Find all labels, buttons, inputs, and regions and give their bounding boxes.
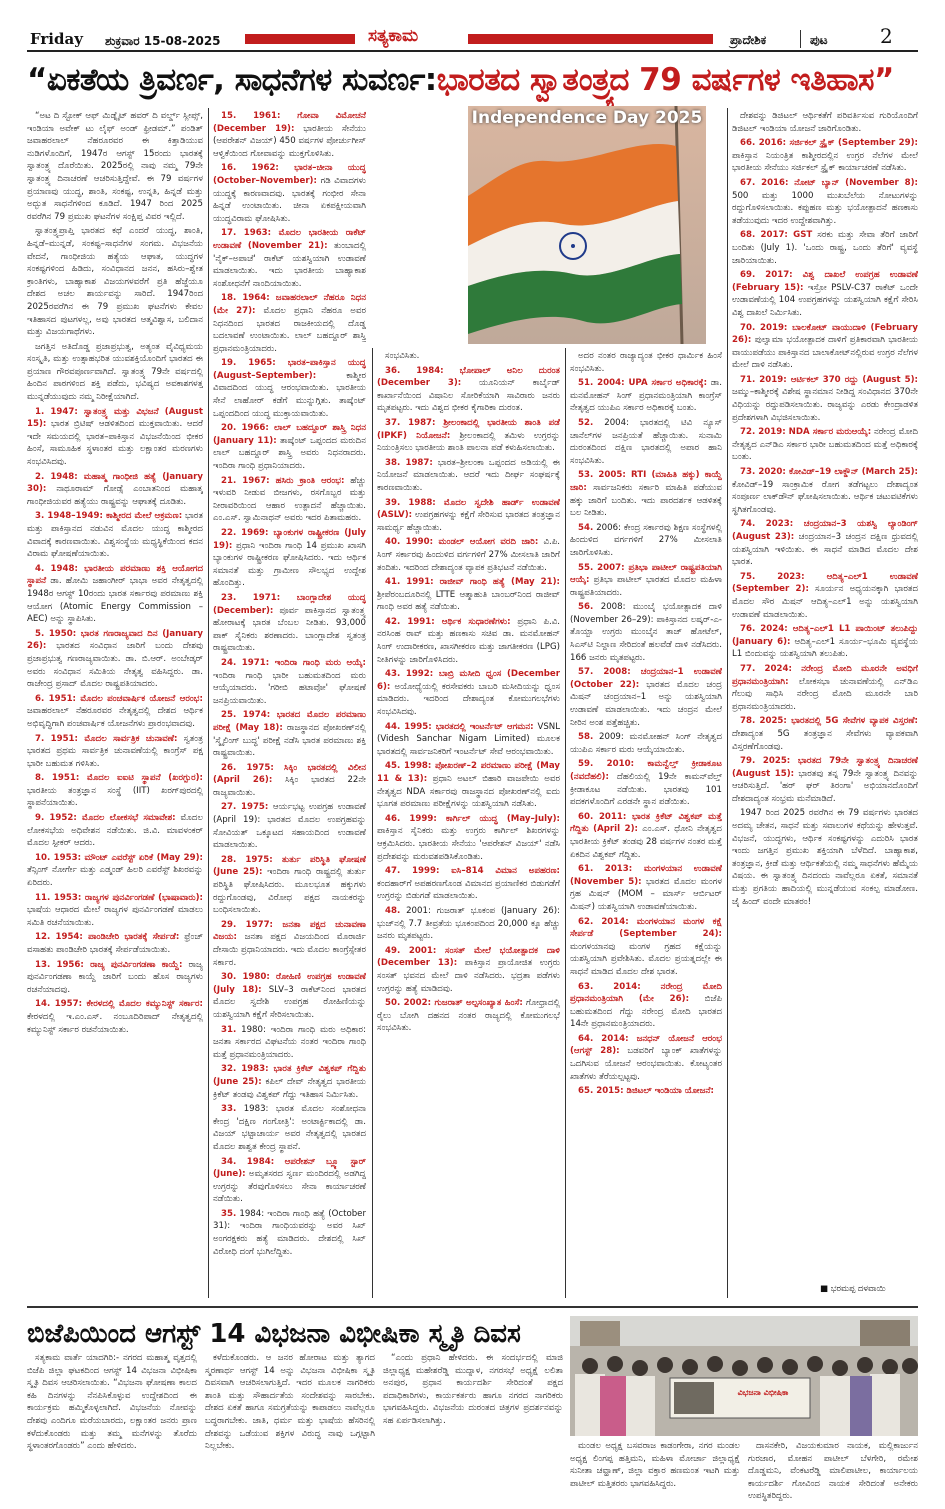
entry-heading: 65. 2015: ಡಿಜಿಟಲ್ ಇಂಡಿಯಾ ಯೋಜನೆ: [578,1086,714,1097]
article-entry [213,592,366,655]
article-entry [570,469,722,519]
entry-text: ಡಾ. ಹೋಮಿ ಜಹಾಂಗೀರ್ ಭಾಭಾ ಅವರ ನೇತೃತ್ವದಲ್ಲಿ 1948ರ ಆಗಸ್ಟ್ 10ರಂದು ಭಾರತ ಸರ್ಕಾರವು ಪರಮಾಣು ಶಕ್ತಿ ಆಯೋಗ (Atomic Energy Commission – AEC) ಅನ್ನು ಸ್ಥಾಪಿಸಿತು. [27,576,203,625]
article-entry [213,709,366,759]
article-entry [377,616,560,666]
main-headline [27,56,917,104]
entry-text: 2004: ಭಾರತದಲ್ಲಿ ಟಿವಿ ನ್ಯೂಸ್ ಚಾನೆಲ್‌ಗಳ ಜನಪ್ರಿಯತೆ ಹೆಚ್ಚಾಯಿತು. ಸುನಾಮಿ ದುರಂತದಿಂದ ದಕ್ಷಿಣ ಭಾರತದಲ್ಲಿ ಅಪಾರ ಹಾನಿ ಸಂಭವಿಸಿತು. [570,417,722,466]
entry-heading: 22. 1969: ಬ್ಯಾಂಕುಗಳ ರಾಷ್ಟ್ರೀಕರಣ (July 19): [213,528,366,551]
entry-text: ಶ್ರೀಪೆರಂಬದೂರಿನಲ್ಲಿ LTTE ಆತ್ಮಾಹುತಿ ಬಾಂಬರ್‌ನಿಂದ ರಾಜೀವ್ ಗಾಂಧಿ ಅವರ ಹತ್ಯೆ ನಡೆಯಿತು. [377,589,560,613]
entry-text: ಚಂದ್ರಯಾನ–3 ಚಂದ್ರನ ದಕ್ಷಿಣ ಧ್ರುವದಲ್ಲಿ ಯಶಸ್ವಿಯಾಗಿ ಇಳಿಯಿತು. ಈ ಸಾಧನೆ ಮಾಡಿದ ಮೊದಲ ದೇಶ ಭಾರತ. [732,532,918,568]
entry-text: ಸರಕು ಮತ್ತು ಸೇವಾ ತೆರಿಗೆ ಜಾರಿಗೆ ಬಂದಿತು (July 1). 'ಒಂದು ರಾಷ್ಟ್ರ, ಒಂದು ತೆರಿಗೆ' ವ್ಯವಸ್ಥೆ ಜಾರಿಯಾಯಿತು. [732,230,918,266]
entry-text: ಕಂದಹಾರ್‌ಗೆ ಅಪಹರಣಗೊಂಡ ವಿಮಾನದ ಪ್ರಯಾಣಿಕರ ಬಿಡುಗಡೆಗೆ ಉಗ್ರರನ್ನು ಬಿಡುಗಡೆ ಮಾಡಲಾಯಿತು. [377,878,560,902]
article-entry [377,417,560,455]
entry-text: ಭಾರತ–ಶ್ರೀಲಂಕಾ ಒಪ್ಪಂದದ ಅಡಿಯಲ್ಲಿ ಈ ನಿಯೋಜನೆ ಮಾಡಲಾಯಿತು. ಆದರೆ ಇದು ದೀರ್ಘ ಸಂಘರ್ಷಕ್ಕೆ ಕಾರಣವಾಯಿತು. [377,457,560,493]
article-entry [213,657,366,707]
entry-heading: 50. 2002: ಗುಜರಾತ್ ಅಲ್ಪಸಂಖ್ಯಾತ ಹಿಂಸೆ: [385,998,523,1009]
article-entry [570,666,722,729]
article-entry [570,1033,722,1083]
entry-text: ಸ್ವಾತಂತ್ರ್ಯಪ್ರಾಪ್ತಿ ಭಾರತದ ಕಥೆ ಎಂದರೆ ಯುದ್ಧ, ಶಾಂತಿ, ಹಿನ್ನಡೆ–ಮುನ್ನಡೆ, ಸಂಕಷ್ಟ–ಸಾಧನೆಗಳ ಸಂಗಮ. ವಿಭಜನೆಯ ವೇದನೆ, ಗಾಂಧೀಜಿಯ ಹತ್ಯೆಯ ಆಘಾತ, ಯುದ್ಧಗಳ ಸಂಕಷ್ಟಗಳಿಂದ ಹಿಡಿದು, ಸಂವಿಧಾನದ ಜನನ, ಹಸಿರು–ಶ್ವೇತ ಕ್ರಾಂತಿಗಳು, ಬಾಹ್ಯಾಕಾಶ ವಿಜಯಗಳವರೆಗೆ ಪ್ರತಿ ಹೆಜ್ಜೆಯೂ ದೇಶದ ಅಚಲ ಶಾರ್ಯವನ್ನು ಸಾರಿದೆ. 1947ರಿಂದ 2025ರವರೆಗಿನ ಈ 79 ಪ್ರಮುಖ ಘಟನೆಗಳು ಕೇವಲ ಇತಿಹಾಸದ ಪುಟಗಳಲ್ಲ, ಅವು ಭಾರತದ ಆತ್ಮವಿಶ್ವಾಸ, ಬಲಿದಾನ ಮತ್ತು ವಿಜಯಗಾಥೆಗಳು. [27,226,203,338]
entry-heading: 41. 1991: ರಾಜೀವ್ ಗಾಂಧಿ ಹತ್ಯೆ (May 21): [385,577,560,588]
entry-text: ಜಮ್ಮು–ಕಾಶ್ಮೀರಕ್ಕೆ ವಿಶೇಷ ಸ್ಥಾನಮಾನ ನೀಡಿದ್ದ ಸಂವಿಧಾನದ 370ನೇ ವಿಧಿಯನ್ನು ರದ್ದುಪಡಿಸಲಾಯಿತು. ರಾಜ್ಯವನ್ನು ಎರಡು ಕೇಂದ್ರಾಡಳಿತ ಪ್ರದೇಶಗಳಾಗಿ ವಿಭಜಿಸಲಾಯಿತು. [732,387,918,423]
entry-text: ಜನತಾ ಪಕ್ಷದ ವಿಜಯದಿಂದ ಮೊರಾರ್ಜಿ ದೇಸಾಯಿ ಪ್ರಧಾನಿಯಾದರು. ಇದು ಮೊದಲ ಕಾಂಗ್ರೆಸ್ಸೇತರ ಸರ್ಕಾರ. [213,932,366,968]
entry-text: ಪ್ರಧಾನಿ ಇಂದಿರಾ ಗಾಂಧಿ 14 ಪ್ರಮುಖ ಖಾಸಗಿ ಬ್ಯಾಂಕುಗಳ ರಾಷ್ಟ್ರೀಕರಣ ಘೋಷಿಸಿದರು. ಇದು ಆರ್ಥಿಕ ಸಮಾನತೆ ಮತ್ತು ಗ್ರಾಮೀಣ ಸೌಲಭ್ಯದ ಉದ್ದೇಶ ಹೊಂದಿತ್ತು. [213,540,366,589]
entry-heading: 26. 1975: ಸಿಕ್ಕಿಂ ಭಾರತದಲ್ಲಿ ವಿಲೀನ (April 26): [213,762,366,786]
entry-text: ತಾಷ್ಕೆಂಟ್ ಒಪ್ಪಂದದ ಮರುದಿನ ಲಾಲ್ ಬಹದ್ದೂರ್ ಶಾಸ್ತ್ರಿ ಅವರು ನಿಧನರಾದರು. ಇಂದಿರಾ ಗಾಂಧಿ ಪ್ರಧಾನಿಯಾದರು. [213,435,366,472]
article-entry [213,1063,366,1101]
entry-heading: 10. 1953: ಮೌಂಟ್ ಎವರೆಸ್ಟ್ ಏರಿಕೆ (May 29): [35,852,203,863]
article-column-1 [27,110,203,1300]
entry-heading: 78. 2025: ಭಾರತದಲ್ಲಿ 5G ಸೇವೆಗಳ ವ್ಯಾಪಕ ವಿಸ್ತರಣೆ: [740,716,918,727]
article-entry [732,426,918,464]
entry-text: ಭಾರತ ಬ್ರಿಟಿಷ್ ಆಡಳಿತದಿಂದ ಮುಕ್ತವಾಯಿತು. ಆದರೆ ಇದೇ ಸಮಯದಲ್ಲಿ ಭಾರತ–ಪಾಕಿಸ್ತಾನ ವಿಭಜನೆಯಿಂದ ಭೀಕರ ಹಿಂಸೆ, ಸಾಮೂಹಿಕ ಸ್ಥಳಾಂತರ ಮತ್ತು ಲಕ್ಷಾಂತರ ಮರಣಗಳು ಸಂಭವಿಸಿದವು. [27,419,203,468]
article-entry [27,406,203,469]
entry-text: ದೆಹಲಿಯಲ್ಲಿ 19ನೇ ಕಾಮನ್‌ವೆಲ್ತ್ ಕ್ರೀಡಾಕೂಟ ನಡೆಯಿತು. ಭಾರತವು 101 ಪದಕಗಳೊಂದಿಗೆ ಎರಡನೇ ಸ್ಥಾನ ಪಡೆಯಿತು. [570,772,722,808]
entry-text: ಇಸ್ರೋ PSLV-C37 ರಾಕೆಟ್ ಒಂದೇ ಉಡಾವಣೆಯಲ್ಲಿ 104 ಉಪಗ್ರಹಗಳನ್ನು ಯಶಸ್ವಿಯಾಗಿ ಕಕ್ಷೆಗೆ ಸೇರಿಸಿ ವಿಶ್ವ ದಾಖಲೆ ನಿರ್ಮಿಸಿತು. [732,282,918,318]
article-entry [213,1103,366,1153]
article-entry [27,892,203,930]
entry-text: ಆದಿತ್ಯ–ಎಲ್1 ಸೂರ್ಯ–ಭೂಮಿ ವ್ಯವಸ್ಥೆಯ L1 ಬಿಂದುವನ್ನು ಯಶಸ್ವಿಯಾಗಿ ತಲುಪಿತು. [732,636,918,660]
article-entry [213,110,366,160]
entry-text: ಪಾಕಿಸ್ತಾನ ಪ್ರಾಯೋಜಿತ ಉಗ್ರರು ಸಂಸತ್ ಭವನದ ಮೇಲೆ ದಾಳಿ ನಡೆಸಿದರು. ಭದ್ರತಾ ಪಡೆಗಳು ಉಗ್ರರನ್ನು ಹತ್ಯೆ ಮಾಡಿದವು. [377,958,560,994]
entry-text: ಭಾರತವು ತನ್ನ 79ನೇ ಸ್ವಾತಂತ್ರ್ಯ ದಿನವನ್ನು ಆಚರಿಸುತ್ತಿದೆ. 'ಹರ್ ಘರ್ ತಿರಂಗಾ' ಅಭಿಯಾನದೊಂದಿಗೆ ದೇಶದಾದ್ಯಂತ ಸಂಭ್ರಮ ಮನೆಮಾಡಿದೆ. [732,768,918,804]
entry-heading: 33. [221,1104,237,1115]
entry-heading: 52. [578,417,594,428]
entry-text: ಡಾ. ಮನಮೋಹನ್ ಸಿಂಗ್ ಪ್ರಧಾನಮಂತ್ರಿಯಾಗಿ ಕಾಂಗ್ರೆಸ್ ನೇತೃತ್ವದ ಯುಪಿಎ ಸರ್ಕಾರ ಅಧಿಕಾರಕ್ಕೆ ಬಂತು. [570,378,722,414]
article-entry [570,731,722,756]
entry-text: ಪ್ರಧಾನಿ ಅಟಲ್ ಬಿಹಾರಿ ವಾಜಪೇಯಿ ಅವರ ನೇತೃತ್ವದ NDA ಸರ್ಕಾರವು ರಾಜಸ್ಥಾನದ ಪೋಖರಣ್‌ನಲ್ಲಿ ಐದು ಭೂಗತ ಪರಮಾಣು ಪರೀಕ್ಷೆಗಳನ್ನು ಯಶಸ್ವಿಯಾಗಿ ನಡೆಸಿತು. [377,774,560,810]
entry-heading: 28. 1975: ತುರ್ತು ಪರಿಸ್ಥಿತಿ ಘೋಷಣೆ (June 25): [213,854,366,878]
entry-text: ಪ್ರಧಾನಿ ಪಿ.ವಿ. ನರಸಿಂಹ ರಾವ್ ಮತ್ತು ಹಣಕಾಸು ಸಚಿವ ಡಾ. ಮನಮೋಹನ್ ಸಿಂಗ್ ಉದಾರೀಕರಣ, ಖಾಸಗೀಕರಣ ಮತ್ತು ಜಾಗತೀಕರಣ (LPG) ನೀತಿಗಳನ್ನು ಜಾರಿಗೊಳಿಸಿದರು. [377,616,560,665]
article-entry [732,571,918,621]
entry-heading: 79. 2025: ಭಾರತದ 79ನೇ ಸ್ವಾತಂತ್ರ್ಯ ದಿನಾಚರಣೆ (August 15): [732,756,918,779]
article-entry [213,971,366,1021]
article-entry [27,812,203,850]
article-entry [213,919,366,969]
entry-text: ಕಪಿಲ್ ದೇವ್ ನೇತೃತ್ವದ ಭಾರತೀಯ ಕ್ರಿಕೆಟ್ ತಂಡವು ವಿಶ್ವಕಪ್ ಗೆದ್ದು ಇತಿಹಾಸ ನಿರ್ಮಿಸಿತು. [213,1076,366,1100]
entry-text: 2001: ಗುಜರಾತ್ ಭೂಕಂಪ (January 26): ಭುಜ್‌ನಲ್ಲಿ 7.7 ತೀವ್ರತೆಯ ಭೂಕಂಪದಿಂದ 20,000 ಕ್ಕೂ ಹೆಚ್ಚು ಜನರು ಮೃತಪಟ್ಟರು. [377,905,560,942]
entry-heading: 40. 1990: ಮಂಡಲ್ ಆಯೋಗ ವರದಿ ಜಾರಿ: [385,537,539,548]
entry-heading: 68. 2017: GST [740,230,813,241]
article-entry [213,162,366,225]
article-entry [27,225,203,338]
entry-heading: 46. 1999: ಕಾರ್ಗಿಲ್ ಯುದ್ಧ (May–July): [385,813,560,824]
bottom-paragraph: ಸತ್ಯಕಾಮ ವಾರ್ತೆ ಯಾದಗಿರಿ:- ನಗರದ ಮಹಾತ್ಮ ವೃತ್ತದಲ್ಲಿ ಬಿಜೆಪಿ ಜಿಲ್ಲಾ ಘಟಕದಿಂದ ಆಗಸ್ಟ್ 14 ವಿಭಜನಾ ವಿಭೀಷಿಕಾ ಸ್ಮೃತಿ ದಿವಸ ಆಚರಿಸಲಾಯಿತು. “ವಿಭಜನಾ ಘೋಷಣಾ ಕಾಲದ ಕಹಿ ದಿನಗಳನ್ನು ನೆನಪಿಸಿಕೊಳ್ಳುವ ಉದ್ದೇಶದಿಂದ ಈ ಕಾರ್ಯಕ್ರಮ ಹಮ್ಮಿಕೊಳ್ಳಲಾಗಿದೆ. ವಿಭಜನೆಯ ನೋವನ್ನು ದೇಶವು ಎಂದಿಗೂ ಮರೆಯಬಾರದು, ಲಕ್ಷಾಂತರ ಜನರು ಪ್ರಾಣ ಕಳೆದುಕೊಂಡರು ಮತ್ತು ತಮ್ಮ ಮನೆಗಳನ್ನು ತೊರೆದು ಸ್ಥಳಾಂತರಗೊಂಡರು” ಎಂದು ಹೇಳಿದರು. [27,1353,197,1452]
entry-text: ಉಪಗ್ರಹಗಳನ್ನು ಕಕ್ಷೆಗೆ ಸೇರಿಸುವ ಭಾರತದ ತಂತ್ರಜ್ಞಾನ ಸಾಮರ್ಥ್ಯ ಹೆಚ್ಚಾಯಿತು. [377,510,560,533]
entry-text: ಭಾರತೀಯ ತಂತ್ರಜ್ಞಾನ ಸಂಸ್ಥೆ (IIT) ಖರಗ್‌ಪುರದಲ್ಲಿ ಸ್ಥಾಪನೆಯಾಯಿತು. [27,785,203,809]
article-entry [27,772,203,810]
bottom-paragraph: ಕಳೆದುಕೊಂಡರು. ಆ ಜನರ ಹೋರಾಟ ಮತ್ತು ತ್ಯಾಗದ ಸ್ಮರಣಾರ್ಥ ಆಗಸ್ಟ್ 14 ಅನ್ನು ವಿಭಜನಾ ವಿಭೀಷಿಕಾ ಸ್ಮೃತಿ ದಿವಸವಾಗಿ ಆಚರಿಸಲಾಗುತ್ತಿದೆ. ಇದರ ಮೂಲಕ ನಾಗರಿಕರು ಶಾಂತಿ ಮತ್ತು ಸೌಹಾರ್ದತೆಯ ಸಂದೇಶವನ್ನು ಸಾರಬೇಕು. ದೇಶದ ಏಕತೆ ಹಾಗೂ ಸಮಗ್ರತೆಯನ್ನು ಕಾಪಾಡಲು ನಾವೆಲ್ಲರೂ ಬದ್ಧರಾಗಬೇಕು. ಜಾತಿ, ಧರ್ಮ ಮತ್ತು ಭಾಷೆಯ ಹೆಸರಿನಲ್ಲಿ ದೇಶವನ್ನು ಒಡೆಯುವ ಶಕ್ತಿಗಳ ವಿರುದ್ಧ ನಾವು ಒಗ್ಗಟ್ಟಾಗಿ ನಿಲ್ಲಬೇಕು. [205,1353,375,1452]
entry-heading: 70. 2019: ಬಾಲಕೋಟ್ ವಾಯುದಾಳಿ (February 26): [732,322,918,346]
entry-text: ಶ್ರೀಲಂಕಾದಲ್ಲಿ ತಮಿಳು ಉಗ್ರರನ್ನು ನಿಯಂತ್ರಿಸಲು ಭಾರತೀಯ ಶಾಂತಿ ಪಾಲನಾ ಪಡೆ ಕಳುಹಿಸಲಾಯಿತು. [377,430,560,454]
column-divider [208,108,209,1298]
entry-text: ಮಂಗಳಯಾನವು ಮಂಗಳ ಗ್ರಹದ ಕಕ್ಷೆಯನ್ನು ಯಶಸ್ವಿಯಾಗಿ ಪ್ರವೇಶಿಸಿತು. ಮೊದಲ ಪ್ರಯತ್ನದಲ್ಲೇ ಈ ಸಾಧನೆ ಮಾಡಿದ ಮೊದಲ ದೇಶ ಭಾರತ. [570,941,722,977]
entry-heading: 45. 1998: ಪೋಖರಣ್–2 ಪರಮಾಣು ಪರೀಕ್ಷೆ (May 11 & 13): [377,761,560,784]
entry-heading: 76. 2024: ಆದಿತ್ಯ–ಎಲ್1 L1 ಪಾಯಿಂಟ್ ತಲುಪಿದ್ದು (January 6): [732,624,918,647]
entry-text: ಸ್ವತಂತ್ರ ಭಾರತದ ಪ್ರಥಮ ಸಾರ್ವತ್ರಿಕ ಚುನಾವಣೆಯಲ್ಲಿ ಕಾಂಗ್ರೆಸ್ ಪಕ್ಷ ಭಾರೀ ಬಹುಮತ ಗಳಿಸಿತು. [27,733,203,769]
article-entry [213,227,366,290]
entry-heading: 19. 1965: ಭಾರತ–ಪಾಕಿಸ್ತಾನ ಯುದ್ಧ (August–September): [213,358,366,381]
entry-heading: 77. 2024: ನರೇಂದ್ರ ಮೋದಿ ಮೂರನೇ ಅವಧಿಗೆ ಪ್ರಧಾನಮಂತ್ರಿಯಾಗಿ: [732,663,918,687]
entry-heading: 29. 1977: ಜನತಾ ಪಕ್ಷದ ಚುನಾವಣಾ ವಿಜಯ: [213,919,366,943]
article-entry [732,374,918,424]
entry-text: ಯೂನಿಯನ್ ಕಾರ್ಬೈಡ್ ಕಾರ್ಖಾನೆಯಿಂದ ವಿಷಾನಿಲ ಸೋರಿಕೆಯಾಗಿ ಸಾವಿರಾರು ಜನರು ಮೃತಪಟ್ಟರು. ಇದು ವಿಶ್ವದ ಭೀಕರ ಕೈಗಾರಿಕಾ ದುರಂತ. [377,378,560,414]
entry-heading: 31. [221,1024,237,1035]
article-entry [377,865,560,903]
masthead-rule [27,50,918,52]
column-divider [727,108,728,1298]
entry-text: 2006: ಕೇಂದ್ರ ಸರ್ಕಾರವು ಶಿಕ್ಷಣ ಸಂಸ್ಥೆಗಳಲ್ಲಿ ಹಿಂದುಳಿದ ವರ್ಗಗಳಿಗೆ 27% ಮೀಸಲಾತಿ ಜಾರಿಗೊಳಿಸಿತು. [570,522,722,558]
entry-heading: 6. 1951: ಮೊದಲ ಪಂಚವಾರ್ಷಿಕ ಯೋಜನೆ ಆರಂಭ: [35,693,203,704]
article-entry [732,110,918,135]
entry-heading: 49. 2001: ಸಂಸತ್ ಮೇಲೆ ಭಯೋತ್ಪಾದಕ ದಾಳಿ (December 13): [377,945,560,969]
entry-heading: 3. 1948–1949: ಕಾಶ್ಮೀರದ ಮೇಲೆ ಆಕ್ರಮಣ: [35,511,183,522]
entry-text: ಜಗತ್ತಿನ ಅತಿದೊಡ್ಡ ಪ್ರಜಾಪ್ರಭುತ್ವ, ಅತ್ಯಂತ ವೈವಿಧ್ಯಮಯ ಸಂಸ್ಕೃತಿ, ಮತ್ತು ಉತ್ಸಾಹಭರಿತ ಯುವಶಕ್ತಿಯೊಂದಿಗೆ ಭಾರತದ ಈ ಪ್ರಯಾಣ ಗೌರವಪೂರ್ಣವಾಗಿದೆ. ಸ್ವಾತಂತ್ರ್ಯ 79ನೇ ವರ್ಷದಲ್ಲಿ ಹಿಂದಿನ ಪಾಠಗಳಿಂದ ಶಕ್ತಿ ಪಡೆದು, ಭವಿಷ್ಯದ ಅವಕಾಶಗಳತ್ತ ಮುನ್ನಡೆಯುವುದು ನಮ್ಮ ನಿರೀಕ್ಷೆಯಾಗಿದೆ. [27,341,203,403]
entry-heading: 58. [578,732,594,743]
entry-heading: 18. 1964: ಜವಾಹರಲಾಲ್ ನೆಹರೂ ನಿಧನ (ಮೇ 27): [213,293,366,316]
article-entry [570,981,722,1031]
masthead-date: ಶುಕ್ರವಾರ 15-08-2025 [105,34,221,48]
entry-text: ದೇಶವನ್ನು ಡಿಜಿಟಲ್ ಆರ್ಥಿಕತೆಗೆ ಪರಿವರ್ತಿಸುವ ಗುರಿಯೊಂದಿಗೆ ಡಿಜಿಟಲ್ ಇಂಡಿಯಾ ಯೋಜನೆ ಜಾರಿಗೊಂಡಿತು. [732,111,918,134]
entry-heading: 35. [221,1208,237,1219]
entry-heading: 36. 1984: ಭೋಪಾಲ್ ಅನಿಲ ದುರಂತ (December 3): [377,365,560,389]
entry-heading: 53. 2005: RTI (ಮಾಹಿತಿ ಹಕ್ಕು) ಕಾಯ್ದೆ ಜಾರಿ: [570,470,722,493]
article-entry [27,852,203,890]
article-column-5 [732,110,918,1282]
entry-heading: 47. 1999: ಐಸಿ–814 ವಿಮಾನ ಅಪಹರಣ: [385,866,560,877]
photo-title: Independence Day 2025 [471,108,703,128]
entry-heading: 55. 2007: ಪ್ರತಿಭಾ ಪಾಟೀಲ್ ರಾಷ್ಟ್ರಪತಿಯಾಗಿ ಆಯ್ಕೆ: [570,562,722,586]
entry-heading: 25. 1974: ಭಾರತದ ಮೊದಲ ಪರಮಾಣು ಪರೀಕ್ಷೆ (May 18): [213,710,366,733]
entry-text: 500 ಮತ್ತು 1000 ಮುಖಬೆಲೆಯ ನೋಟುಗಳನ್ನು ರದ್ದುಗೊಳಿಸಲಾಯಿತು. ಕಪ್ಪುಹಣ ಮತ್ತು ಭಯೋತ್ಪಾದನೆ ಹಣಕಾಸು ತಡೆಯುವುದು ಇದರ ಉದ್ದೇಶವಾಗಿತ್ತು. [732,190,918,226]
entry-heading: 42. 1991: ಆರ್ಥಿಕ ಸುಧಾರಣೆಗಳು: [385,616,511,627]
masthead-red-bar-right [468,34,713,44]
entry-heading: 32. 1983: ಭಾರತ ಕ್ರಿಕೆಟ್ ವಿಶ್ವಕಪ್ ಗೆದ್ದಿತು (June 25): [213,1064,366,1087]
entry-text: ಪಾಕಿಸ್ತಾನ ಸೈನಿಕರು ಮತ್ತು ಉಗ್ರರು ಕಾರ್ಗಿಲ್ ಶಿಖರಗಳನ್ನು ಆಕ್ರಮಿಸಿದರು. ಭಾರತೀಯ ಸೇನೆಯು 'ಆಪರೇಶನ್ ವಿಜಯ್' ನಡೆಸಿ ಪ್ರದೇಶವನ್ನು ಮರುವಶಪಡಿಸಿಕೊಂಡಿತು. [377,826,560,862]
article-entry [570,562,722,600]
entry-heading: 56. [578,602,594,613]
article-entry [732,663,918,713]
article-entry [570,601,722,664]
article-entry [213,1156,366,1206]
entry-heading: 71. 2019: ಆರ್ಟಿಕಲ್ 370 ರದ್ದು (August 5): [740,374,918,385]
entry-heading: 74. 2023: ಚಂದ್ರಯಾನ–3 ಯಶಸ್ವಿ ಲ್ಯಾಂಡಿಂಗ್ (August 23): [732,519,918,542]
masthead-red-bar-left [245,34,355,44]
article-entry [570,350,722,375]
entry-text: 2009: ಮನಮೋಹನ್ ಸಿಂಗ್ ನೇತೃತ್ವದ ಯುಪಿಎ ಸರ್ಕಾರ ಮರು ಆಯ್ಕೆಯಾಯಿತು. [570,732,722,755]
photo-caption-1 [570,1440,740,1505]
entry-heading: 62. 2014: ಮಂಗಳಯಾನ ಮಂಗಳ ಕಕ್ಷೆ ಸೇರ್ಪಡೆ (September 24): [570,916,722,940]
article-entry [213,801,366,851]
entry-heading: 51. 2004: UPA ಸರ್ಕಾರ ಅಧಿಕಾರಕ್ಕೆ: [578,378,708,389]
entry-heading: 23. 1971: ಬಾಂಗ್ಲಾದೇಶ ಯುದ್ಧ (December): [213,592,366,616]
article-entry [27,110,203,223]
article-entry [213,854,366,917]
entry-heading: 48. [385,905,401,916]
entry-text: ಲೋಕಸಭಾ ಚುನಾವಣೆಯಲ್ಲಿ ಎನ್‌ಡಿಎ ಗೆಲುವು ಸಾಧಿಸಿ ನರೇಂದ್ರ ಮೋದಿ ಮೂರನೇ ಬಾರಿ ಪ್ರಧಾನಮಂತ್ರಿಯಾದರು. [732,676,918,712]
article-entry [27,931,203,956]
entry-text: ಭಾರತದ ಸಂವಿಧಾನ ಜಾರಿಗೆ ಬಂದು ದೇಶವು ಪ್ರಜಾಪ್ರಭುತ್ವ ಗಣರಾಜ್ಯವಾಯಿತು. ಡಾ. ಬಿ.ಆರ್. ಅಂಬೇಡ್ಕರ್ ಅವರು ಸಂವಿಧಾನ ಸಮಿತಿಯ ನೇತೃತ್ವ ವಹಿಸಿದ್ದರು. ಡಾ. ರಾಜೇಂದ್ರ ಪ್ರಸಾದ್ ಮೊದಲ ರಾಷ್ಟ್ರಪತಿಯಾದರು. [27,641,203,690]
entry-text: VSNL (Videsh Sanchar Nigam Limited) ಮೂಲಕ ಭಾರತದಲ್ಲಿ ಸಾರ್ವಜನಿಕರಿಗೆ ಇಂಟರ್ನೆಟ್ ಸೇವೆ ಆರಂಭವಾಯಿತು. [377,721,560,757]
article-entry [27,693,203,731]
entry-heading: 9. 1952: ಮೊದಲ ಲೋಕಸಭೆ ಸಮಾವೇಶ: [35,813,176,824]
article-entry [377,365,560,415]
article-entry [27,959,203,997]
caption-text: ಮಂಡಲ ಅಧ್ಯಕ್ಷ ಬಸವರಾಜ ಕಾಡಂಗೇರಾ, ನಗರ ಮಂಡಲ ಅಧ್ಯಕ್ಷ ಲಿಂಗಪ್ಪ ಹತ್ತಿಮನಿ, ಮಹಿಳಾ ಮೋರ್ಚಾ ಜಿಲ್ಲಾಧ್ಯಕ್ಷೆ ಸುನೀತಾ ಚವ್ಹಾಣ್, ಜಿಲ್ಲಾ ವಕ್ತಾರ ಹಣಮಂತ ಇಟಗಿ ಮತ್ತು ಪಾಟೀಲ್ ಮತ್ತಿತರರು ಭಾಗವಹಿಸಿದ್ದರು. [570,1441,740,1489]
entry-text: 1947 ರಿಂದ 2025 ರವರೆಗಿನ ಈ 79 ವರ್ಷಗಳು ಭಾರತದ ಅದಮ್ಯ ಚೇತನ, ಸಾಧನೆ ಮತ್ತು ಸವಾಲುಗಳ ಕಥೆಯನ್ನು ಹೇಳುತ್ತವೆ. ವಿಭಜನೆ, ಯುದ್ಧಗಳು, ಆರ್ಥಿಕ ಸಂಕಷ್ಟಗಳನ್ನು ಎದುರಿಸಿ ಭಾರತ ಇಂದು ಜಗತ್ತಿನ ಪ್ರಮುಖ ಶಕ್ತಿಯಾಗಿ ಬೆಳೆದಿದೆ. ಬಾಹ್ಯಾಕಾಶ, ತಂತ್ರಜ್ಞಾನ, ಕ್ರೀಡೆ ಮತ್ತು ಆರ್ಥಿಕತೆಯಲ್ಲಿ ನಮ್ಮ ಸಾಧನೆಗಳು ಹೆಮ್ಮೆಯ ವಿಷಯ. ಈ ಸ್ವಾತಂತ್ರ್ಯ ದಿನದಂದು ನಾವೆಲ್ಲರೂ ಏಕತೆ, ಸಮಾನತೆ ಮತ್ತು ಪ್ರಗತಿಯ ಹಾದಿಯಲ್ಲಿ ಮುನ್ನಡೆಯುವ ಸಂಕಲ್ಪ ಮಾಡೋಣ. ಜೈ ಹಿಂದ್ ವಂದೇ ಮಾತರಂ! [732,808,918,907]
entry-text: ನಾಥೂರಾಮ್ ಗೋಡ್ಸೆ ಎಂಬಾತನಿಂದ ಮಹಾತ್ಮ ಗಾಂಧೀಜಿಯವರ ಹತ್ಯೆಯು ರಾಷ್ಟ್ರವನ್ನು ಆಘಾತಕ್ಕೆ ದೂಡಿತು. [27,484,203,507]
article-entry [732,466,918,516]
entry-text: ಪುಲ್ವಾಮಾ ಭಯೋತ್ಪಾದಕ ದಾಳಿಗೆ ಪ್ರತಿಕಾರವಾಗಿ ಭಾರತೀಯ ವಾಯುಪಡೆಯು ಪಾಕಿಸ್ತಾನದ ಬಾಲಾಕೋಟ್‌ನಲ್ಲಿರುವ ಉಗ್ರರ ನೆಲೆಗಳ ಮೇಲೆ ದಾಳಿ ನಡೆಸಿತು. [732,335,918,371]
article-entry [570,863,722,913]
entry-heading: 61. 2013: ಮಂಗಳಯಾನ ಉಡಾವಣೆ (November 5): [570,864,722,887]
entry-text: 1984: ಇಂದಿರಾ ಗಾಂಧಿ ಹತ್ಯೆ (October 31): ಇಂದಿರಾ ಗಾಂಧಿಯವರನ್ನು ಅವರ ಸಿಖ್ ಅಂಗರಕ್ಷಕರು ಹತ್ಯೆ ಮಾಡಿದರು. ದೇಶದಲ್ಲಿ ಸಿಖ್ ವಿರೋಧಿ ದಂಗೆ ಭುಗಿಲೆದ್ದಿತು. [213,1208,366,1257]
protest-photo-svg [570,1316,918,1436]
entry-heading: 69. 2017: ವಿಶ್ವ ದಾಖಲೆ ಉಪಗ್ರಹ ಉಡಾವಣೆ (February 15): [732,270,918,293]
article-entry [732,269,918,319]
headline-part-2: ಭಾರತದ ಸ್ವಾತಂತ್ರ್ಯದ 79 ವರ್ಷಗಳ ಇತಿಹಾಸ” [436,62,894,98]
bottom-column-2 [205,1352,375,1502]
article-entry [570,522,722,560]
entry-text: ಅಮೃತಸರದ ಸ್ವರ್ಣ ಮಂದಿರದಲ್ಲಿ ಅಡಗಿದ್ದ ಉಗ್ರರನ್ನು ತೆರವುಗೊಳಿಸಲು ಸೇನಾ ಕಾರ್ಯಾಚರಣೆ ನಡೆಯಿತು. [213,1169,366,1205]
banner-text: ವಿಭಜನಾ ವಿಭೀಷಿಕಾ [737,1388,789,1397]
entry-heading: 27. 1975: [221,802,269,813]
entry-text: ಸಾರ್ವಜನಿಕರು ಸರ್ಕಾರಿ ಮಾಹಿತಿ ಪಡೆಯುವ ಹಕ್ಕು ಜಾರಿಗೆ ಬಂದಿತು. ಇದು ಪಾರದರ್ಶಕ ಆಡಳಿತಕ್ಕೆ ಬಲ ನೀಡಿತು. [570,482,722,519]
entry-text: ಭಾರತ ಮತ್ತು ಪಾಕಿಸ್ತಾನದ ನಡುವಿನ ಮೊದಲ ಯುದ್ಧ ಕಾಶ್ಮೀರದ ವಿವಾದಕ್ಕೆ ಕಾರಣವಾಯಿತು. ವಿಶ್ವಸಂಸ್ಥೆಯ ಮಧ್ಯಸ್ಥಿಕೆಯಿಂದ ಕದನ ವಿರಾಮ ಘೋಷಣೆಯಾಯಿತು. [27,511,203,560]
article-entry [732,518,918,568]
article-column-2 [213,110,366,1300]
entry-text: ಪೂರ್ವ ಪಾಕಿಸ್ತಾನದ ಸ್ವಾತಂತ್ರ್ಯ ಹೋರಾಟಕ್ಕೆ ಭಾರತ ಬೆಂಬಲ ನೀಡಿತು. 93,000 ಪಾಕ್ ಸೈನಿಕರು ಶರಣಾದರು. ಬಾಂಗ್ಲಾದೇಶ ಸ್ವತಂತ್ರ ರಾಷ್ಟ್ರವಾಯಿತು. [213,605,366,654]
article-entry [27,998,203,1036]
entry-heading: 63. 2014: ನರೇಂದ್ರ ಮೋದಿ ಪ್ರಧಾನಮಂತ್ರಿಯಾಗಿ (ಮೇ 26): [570,981,722,1005]
entry-heading: 11. 1953: ರಾಜ್ಯಗಳ ಪುನರ್ವಿಂಗಡಣೆ (ಭಾಷಾವಾರು): [35,892,203,903]
entry-text: ಇಂದಿರಾ ಗಾಂಧಿ ಭಾರೀ ಬಹುಮತದಿಂದ ಮರು ಆಯ್ಕೆಯಾದರು. 'ಗರೀಬಿ ಹಟಾವೋ' ಘೋಷಣೆ ಜನಪ್ರಿಯವಾಯಿತು. [213,670,366,706]
article-entry [570,758,722,808]
page-number: 2 [880,24,893,48]
entry-heading: 57. 2008: ಚಂದ್ರಯಾನ–1 ಉಡಾವಣೆ (October 22): [570,667,722,690]
flag-photo-svg [468,106,706,344]
article-entry [377,576,560,614]
entry-heading: 1. 1947: ಸ್ವಾತಂತ್ರ್ಯ ಮತ್ತು ವಿಭಜನೆ (August 15): [27,406,203,430]
entry-heading: 24. 1971: ಇಂದಿರಾ ಗಾಂಧಿ ಮರು ಆಯ್ಕೆ: [221,657,366,668]
bottom-column-1 [27,1352,197,1502]
entry-text: ತುಂಬಾದಲ್ಲಿ 'ನೈಕ್–ಅಪಾಚೆ' ರಾಕೆಟ್ ಯಶಸ್ವಿಯಾಗಿ ಉಡಾವಣೆ ಮಾಡಲಾಯಿತು. ಇದು ಭಾರತೀಯ ಬಾಹ್ಯಾಕಾಶ ಸಂಶೋಧನೆಗೆ ನಾಂದಿಯಾಯಿತು. [213,240,366,289]
entry-text: ತೆನ್ಸಿಂಗ್ ನೋರ್ಗೇ ಮತ್ತು ಎಡ್ಮಂಡ್ ಹಿಲರಿ ಎವರೆಸ್ಟ್ ಶಿಖರವನ್ನು ಏರಿದರು. [27,865,203,889]
entry-text: ರಾಜ್ಯ ಪುನರ್ವಿಂಗಡಣಾ ಕಾಯ್ದೆ ಜಾರಿಗೆ ಬಂದು ಹೊಸ ರಾಜ್ಯಗಳು ರಚನೆಯಾದವು. [27,959,203,995]
entry-heading: 67. 2016: ನೋಟ್ ಬ್ಯಾನ್ (November 8): [740,177,918,188]
article-entry [732,322,918,372]
entry-heading: 5. 1950: ಭಾರತ ಗಣರಾಜ್ಯವಾದ ದಿನ (January 26): [27,628,203,652]
entry-text: 2008: ಮುಂಬೈ ಭಯೋತ್ಪಾದಕ ದಾಳಿ (November 26–29): ಪಾಕಿಸ್ತಾನದ ಲಷ್ಕರ್-ಎ-ತೊಯ್ಬಾ ಉಗ್ರರು ಮುಂಬೈನ ತಾಜ್ ಹೋಟೆಲ್, ಸಿಎಸ್‌ಟಿ ನಿಲ್ದಾಣ ಸೇರಿದಂತೆ ಹಲವೆಡೆ ದಾಳಿ ನಡೆಸಿದರು. 166 ಜನರು ಮೃತಪಟ್ಟರು. [570,602,722,663]
article-entry [732,229,918,267]
page-label: ಪುಟ [810,33,828,47]
entry-heading: 54. [578,522,594,533]
article-entry [377,905,560,943]
article-column-3 [377,350,560,1300]
entry-text: 1983: ಭಾರತ ಮೊದಲ ಸಂಶೋಧನಾ ಕೇಂದ್ರ 'ದಕ್ಷಿಣ ಗಂಗೋತ್ರಿ': ಅಂಟಾರ್ಕ್ಟಿಕಾದಲ್ಲಿ ಡಾ. ವಿಜಯ್ ಭಟ್ಟಾಚಾರ್ಯ ಅವರ ನೇತೃತ್ವದಲ್ಲಿ ಭಾರತದ ಮೊದಲ ಶಾಶ್ವತ ಕೇಂದ್ರ ಸ್ಥಾಪನೆ. [213,1104,366,1152]
entry-text: ಅದರ ನಂತರ ರಾಜ್ಯಾದ್ಯಂತ ಭೀಕರ ಧಾರ್ಮಿಕ ಹಿಂಸೆ ಸಂಭವಿಸಿತು. [570,351,722,374]
entry-text: ದೇಶಾದ್ಯಂತ 5G ತಂತ್ರಜ್ಞಾನ ಸೇವೆಗಳು ವ್ಯಾಪಕವಾಗಿ ವಿಸ್ತರಣೆಗೊಂಡವು. [732,728,918,752]
entry-heading: 60. 2011: ಭಾರತ ಕ್ರಿಕೆಟ್ ವಿಶ್ವಕಪ್ ಮತ್ತೆ ಗೆದ್ದಿತು (April 2): [570,811,722,835]
author-credit: ■ ಭರಮಪ್ಪ ದಳವಾಯಿ [820,1284,886,1294]
bottom-column-3 [383,1352,563,1502]
entry-heading: 2. 1948: ಮಹಾತ್ಮ ಗಾಂಧೀಜಿ ಹತ್ಯೆ (January 30): [27,471,203,495]
article-entry [570,417,722,467]
article-entry [732,177,918,227]
masthead-day: Friday [30,30,83,48]
entry-heading: 43. 1992: ಬಾಬ್ರಿ ಮಸೀದಿ ಧ್ವಂಸ (December 6): [377,669,560,692]
article-entry [213,475,366,525]
article-entry [377,760,560,810]
article-entry [377,997,560,1035]
entry-text: ಭಾರತದ ಮೊದಲ ಮಂಗಳ ಗ್ರಹ ಮಿಷನ್ (MOM – ಮಾರ್ಸ್ ಆರ್ಬಿಟರ್ ಮಿಷನ್) ಯಶಸ್ವಿಯಾಗಿ ಉಡಾವಣೆಯಾಯಿತು. [570,876,722,912]
entry-text: ಆರ್ಯಭಟ್ಟ ಉಪಗ್ರಹ ಉಡಾವಣೆ (April 19): ಭಾರತದ ಮೊದಲ ಉಪಗ್ರಹವನ್ನು ಸೋವಿಯತ್ ಒಕ್ಕೂಟದ ಸಹಾಯದಿಂದ ಉಡಾವಣೆ ಮಾಡಲಾಯಿತು. [213,802,366,851]
entry-text: ವಿ.ಪಿ. ಸಿಂಗ್ ಸರ್ಕಾರವು ಹಿಂದುಳಿದ ವರ್ಗಗಳಿಗೆ 27% ಮೀಸಲಾತಿ ಜಾರಿಗೆ ತಂದಿತು. ಇದರಿಂದ ದೇಶಾದ್ಯಂತ ವ್ಯಾಪಕ ಪ್ರತಿಭಟನೆ ನಡೆಯಿತು. [377,537,560,573]
section-divider [27,1306,918,1308]
entry-heading: 13. 1956: ರಾಜ್ಯ ಪುನರ್ವಿಂಗಡಣಾ ಕಾಯ್ದೆ: [35,959,183,970]
entry-text: ಕಾಶ್ಮೀರ ವಿವಾದದಿಂದ ಯುದ್ಧ ಆರಂಭವಾಯಿತು. ಭಾರತೀಯ ಸೇನೆ ಲಾಹೋರ್ ಕಡೆಗೆ ಮುನ್ನುಗ್ಗಿತು. ತಾಷ್ಕೆಂಟ್ ಒಪ್ಪಂದದಿಂದ ಯುದ್ಧ ಮುಕ್ತಾಯವಾಯಿತು. [213,370,366,419]
article-entry [377,457,560,495]
entry-text: ಹೆಚ್ಚು ಇಳುವರಿ ನೀಡುವ ಬೀಜಗಳು, ರಸಗೊಬ್ಬರ ಮತ್ತು ನೀರಾವರಿಯಿಂದ ಆಹಾರ ಉತ್ಪಾದನೆ ಹೆಚ್ಚಾಯಿತು. ಎಂ.ಎಸ್. ಸ್ವಾಮಿನಾಥನ್ ಅವರು ಇದರ ಪಿತಾಮಹರು. [213,475,366,524]
article-entry [377,721,560,759]
article-entry [213,357,366,420]
entry-text: ಭಾಷೆಯ ಆಧಾರದ ಮೇಲೆ ರಾಜ್ಯಗಳ ಪುನರ್ವಿಂಗಡಣೆ ಮಾಡಲು ಸಮಿತಿ ರಚನೆಯಾಯಿತು. [27,905,203,928]
article-entry [732,807,918,908]
article-entry [570,377,722,415]
entry-heading: 37. 1987: ಶ್ರೀಲಂಕಾದಲ್ಲಿ ಭಾರತೀಯ ಶಾಂತಿ ಪಡೆ (IPKF) ನಿಯೋಜನೆ: [377,417,560,441]
article-entry [27,341,203,404]
bottom-paragraph: “ಎಂದು ಪ್ರಧಾನಿ ಹೇಳಿದರು. ಈ ಸಂದರ್ಭದಲ್ಲಿ ಮಾಜಿ ಜಿಲ್ಲಾಧ್ಯಕ್ಷ ಮಹೇಶರೆಡ್ಡಿ ಮುದ್ನಾಳ, ನಗರಸಭೆ ಅಧ್ಯಕ್ಷೆ ಲಲಿತಾ ಅನಪುರ, ಪ್ರಧಾನ ಕಾರ್ಯದರ್ಶಿ ಸೇರಿದಂತೆ ಪಕ್ಷದ ಪದಾಧಿಕಾರಿಗಳು, ಕಾರ್ಯಕರ್ತರು ಹಾಗೂ ನಗರದ ನಾಗರಿಕರು ಭಾಗವಹಿಸಿದ್ದರು. ವಿಭಜನೆಯ ದುರಂತದ ಚಿತ್ರಗಳ ಪ್ರದರ್ಶನವನ್ನು ಸಹ ಏರ್ಪಡಿಸಲಾಗಿತ್ತು. [383,1353,563,1426]
entry-text: ಕೋವಿಡ್–19 ಸಾಂಕ್ರಾಮಿಕ ರೋಗ ತಡೆಗಟ್ಟಲು ದೇಶಾದ್ಯಂತ ಸಂಪೂರ್ಣ ಲಾಕ್‌ಡೌನ್ ಘೋಷಿಸಲಾಯಿತು. ಆರ್ಥಿಕ ಚಟುವಟಿಕೆಗಳು ಸ್ಥಗಿತಗೊಂಡವು. [732,479,918,515]
entry-heading: 72. 2019: NDA ಸರ್ಕಾರ ಮರುಆಯ್ಕೆ: [740,427,872,438]
entry-text: ಅಯೋಧ್ಯೆಯಲ್ಲಿ ಕರಸೇವಕರು ಬಾಬರಿ ಮಸೀದಿಯನ್ನು ಧ್ವಂಸ ಮಾಡಿದರು. ಇದರಿಂದ ದೇಶಾದ್ಯಂತ ಕೋಮುಗಲಭೆಗಳು ಸಂಭವಿಸಿದವು. [377,681,560,718]
masthead-divider [800,30,801,48]
article-entry [732,755,918,805]
entry-text: ಸಿಕ್ಕಿಂ ಭಾರತದ 22ನೇ ರಾಜ್ಯವಾಯಿತು. [213,775,366,798]
entry-text: ಗಡಿ ವಿವಾದಗಳು ಯುದ್ಧಕ್ಕೆ ಕಾರಣವಾದವು. ಭಾರತಕ್ಕೆ ಗಂಭೀರ ಸೇನಾ ಹಿನ್ನಡೆ ಉಂಟಾಯಿತು. ಚೀನಾ ಏಕಪಕ್ಷೀಯವಾಗಿ ಯುದ್ಧವಿರಾಮ ಘೋಷಿಸಿತು. [213,175,366,224]
section-name: ಪ್ರಾದೇಶಿಕ [730,33,767,47]
article-entry [570,1085,722,1098]
entry-heading: 8. 1951: ಮೊದಲ ಐಐಟಿ ಸ್ಥಾಪನೆ (ಖರಗ್ಪುರ): [35,773,203,784]
caption-text: ದಾಸನಕೇರಿ, ವಿಜಯಕುಮಾರ ನಾಯಕ, ಮಲ್ಲಿಕಾರ್ಜುನ ಗುರಜಾರ, ಮೋಹನ ಪಾಟೀಲ್ ಬೆಳಗೇರಿ, ರಮೇಶ ದೊಡ್ಡಮನಿ, ವೆಂಕಟರೆಡ್ಡಿ ಮಾಲಿಪಾಟೀಲ, ಕಾರ್ಯಾಲಯ ಕಾರ್ಯದರ್ಶಿ ಗೋವಿಂದ ನಾಯಕ ಸೇರಿದಂತೆ ಅನೇಕರು ಉಪಸ್ಥಿತರಿದ್ದರು. [748,1441,918,1502]
article-entry [213,762,366,800]
entry-heading: 44. 1995: ಭಾರತದಲ್ಲಿ ಇಂಟರ್ನೆಟ್ ಆಗಮನ: [385,721,534,732]
indian-flag-image [468,106,706,344]
article-entry [570,916,722,979]
entry-heading: 21. 1967: ಹಸಿರು ಕ್ರಾಂತಿ ಆರಂಭ: [221,475,345,486]
entry-heading: 64. 2014: ಜನಧನ್ ಯೋಜನೆ ಆರಂಭ (ಆಗಸ್ಟ್ 28): [570,1033,722,1057]
entry-text: ಪಾಕಿಸ್ತಾನ ನಿಯಂತ್ರಿತ ಕಾಶ್ಮೀರದಲ್ಲಿನ ಉಗ್ರರ ನೆಲೆಗಳ ಮೇಲೆ ಭಾರತೀಯ ಸೇನೆಯು ಸರ್ಜಿಕಲ್ ಸ್ಟ್ರೈಕ್ ಕಾರ್ಯಾಚರಣೆ ನಡೆಸಿತು. [732,150,918,174]
entry-heading: 14. 1957: ಕೇರಳದಲ್ಲಿ ಮೊದಲ ಕಮ್ಯುನಿಸ್ಟ್ ಸರ್ಕಾರ: [35,999,203,1010]
entry-heading: 39. 1988: ಮೊದಲ ಸ್ವದೇಶಿ ಹಾರ್ಡ್ ಉಡಾವಣೆ (ASLV): [377,497,560,521]
article-entry [213,527,366,590]
protest-photo [570,1316,918,1436]
entry-text: ಭಾರತೀಯ ಸೇನೆಯು (ಆಪರೇಶನ್ ವಿಜಯ್) 450 ವರ್ಷಗಳ ಪೋರ್ಚುಗೀಸ್ ಆಳ್ವಿಕೆಯಿಂದ ಗೋವಾವನ್ನು ಮುಕ್ತಗೊಳಿಸಿತು. [213,123,366,159]
entry-text: ಮೊದಲ ಪ್ರಧಾನಿ ನೆಹರೂ ಅವರ ನಿಧನದಿಂದ ಭಾರತದ ರಾಜಕೀಯದಲ್ಲಿ ದೊಡ್ಡ ಬದಲಾವಣೆ ಉಂಟಾಯಿತು. ಲಾಲ್ ಬಹದ್ದೂರ್ ಶಾಸ್ತ್ರಿ ಪ್ರಧಾನಮಂತ್ರಿಯಾದರು. [213,305,366,354]
article-entry [377,813,560,863]
newspaper-logo: ಸತ್ಯಕಾಮ [368,26,419,46]
article-entry [377,668,560,718]
article-entry [27,510,203,560]
article-entry [377,497,560,535]
article-entry [377,350,560,363]
article-entry [27,563,203,626]
article-entry [377,536,560,574]
article-entry [27,733,203,771]
entry-heading: 12. 1954: ಪಾಂಡಿಚೇರಿ ಭಾರತಕ್ಕೆ ಸೇರ್ಪಡೆ: [35,932,180,943]
entry-text: ಗೋಧ್ರಾದಲ್ಲಿ ರೈಲು ಬೋಗಿ ದಹನದ ನಂತರ ರಾಜ್ಯದಲ್ಲಿ ಕೋಮುಗಲಭೆ ಸಂಭವಿಸಿತು. [377,998,560,1034]
entry-text: 1980: ಇಂದಿರಾ ಗಾಂಧಿ ಮರು ಅಧಿಕಾರ: ಜನತಾ ಸರ್ಕಾರದ ವಿಘಟನೆಯ ನಂತರ ಇಂದಿರಾ ಗಾಂಧಿ ಮತ್ತೆ ಪ್ರಧಾನಮಂತ್ರಿಯಾದರು. [213,1024,366,1060]
entry-heading: 59. 2010: ಕಾಮನ್ವೆಲ್ತ್ ಕ್ರೀಡಾಕೂಟ (ನವದೆಹಲಿ): [570,759,722,782]
article-entry [27,628,203,691]
article-entry [570,811,722,861]
article-column-4 [570,350,722,1300]
column-divider [372,348,373,1298]
entry-text: ಪ್ರತಿಭಾ ಪಾಟೀಲ್ ಭಾರತದ ಮೊದಲ ಮಹಿಳಾ ರಾಷ್ಟ್ರಪತಿಯಾದರು. [570,575,722,598]
article-entry [27,471,203,509]
column-divider [565,348,566,1298]
article-entry [213,1024,366,1062]
entry-text: ಕೇರಳದಲ್ಲಿ ಇ.ಎಂ.ಎಸ್. ನಂಬೂದಿರಿಪಾದ್ ನೇತೃತ್ವದಲ್ಲಿ ಕಮ್ಯುನಿಸ್ಟ್ ಸರ್ಕಾರ ರಚನೆಯಾಯಿತು. [27,1011,203,1035]
article-entry [213,292,366,355]
entry-heading: 4. 1948: ಭಾರತೀಯ ಪರಮಾಣು ಶಕ್ತಿ ಆಯೋಗದ ಸ್ಥಾಪನೆ [27,563,203,587]
photo-caption-2 [748,1440,918,1505]
entry-heading: 30. 1980: ರೋಹಿಣಿ ಉಪಗ್ರಹ ಉಡಾವಣೆ (July 18): [213,972,366,995]
entry-heading: 34. 1984: ಆಪರೇಶನ್ ಬ್ಲ್ಯೂ ಸ್ಟಾರ್ (June): [213,1156,366,1180]
entry-text: ಎಂ.ಎಸ್. ಧೋನಿ ನೇತೃತ್ವದ ಭಾರತೀಯ ಕ್ರಿಕೆಟ್ ತಂಡವು 28 ವರ್ಷಗಳ ನಂತರ ಮತ್ತೆ ಏಕದಿನ ವಿಶ್ವಕಪ್ ಗೆದ್ದಿತು. [570,824,722,860]
entry-text: ಭಾರತದ ಮೊದಲ ಚಂದ್ರ ಮಿಷನ್ ಚಂದ್ರಯಾನ–1 ಅನ್ನು ಯಶಸ್ವಿಯಾಗಿ ಉಡಾವಣೆ ಮಾಡಲಾಯಿತು. ಇದು ಚಂದ್ರನ ಮೇಲೆ ನೀರಿನ ಅಂಶ ಪತ್ತೆಹಚ್ಚಿತು. [570,679,722,728]
article-entry [732,137,918,175]
entry-text: “ಅಟ ದಿ ಸ್ಟೋಕ್ ಆಫ್ ಮಿಡ್ನೈಟ್ ಹವರ್ ದಿ ವರ್ಲ್ಡ್ ಸ್ಲೀಪ್ಸ್, ಇಂಡಿಯಾ ಅವೇಕ್ ಟು ಲೈಫ್ ಅಂಡ್ ಫ್ರೀಡಮ್.” ಪಂಡಿತ್ ಜವಾಹರಲಾಲ್ ನೆಹರೂರವರ ಈ ಕಿತ್ತಾಡಿಯುವ ನುಡಿಗಳೊಂದಿಗೆ, 1947ರ ಆಗಸ್ಟ್ 15ರಂದು ಭಾರತಕ್ಕೆ ಸ್ವಾತಂತ್ರ್ಯ ದೊರೆಯಿತು. 2025ರಲ್ಲಿ ನಾವು ನಮ್ಮ 79ನೇ ಸ್ವಾತಂತ್ರ್ಯ ದಿನಾಚರಣೆ ಆಚರಿಸುತ್ತಿದ್ದೇವೆ. ಈ 79 ವರ್ಷಗಳ ಪ್ರಯಾಣವು ಯುದ್ಧ, ಶಾಂತಿ, ಸಂಕಷ್ಟ, ಉನ್ನತಿ, ಹಿನ್ನಡೆ ಮತ್ತು ಅದ್ಭುತ ಸಾಧನೆಗಳಿಂದ ಕೂಡಿದೆ. 1947 ರಿಂದ 2025 ರವರೆಗಿನ 79 ಪ್ರಮುಖ ಘಟನೆಗಳ ಸಂಕ್ಷಿಪ್ತ ವಿವರ ಇಲ್ಲಿದೆ. [27,111,203,222]
entry-text: SLV–3 ರಾಕೆಟ್‌ನಿಂದ ಭಾರತದ ಮೊದಲ ಸ್ವದೇಶಿ ಉಪಗ್ರಹ ರೋಹಿಣಿಯನ್ನು ಯಶಸ್ವಿಯಾಗಿ ಕಕ್ಷೆಗೆ ಸೇರಿಸಲಾಯಿತು. [213,984,366,1020]
entry-text: ಫ್ರೆಂಚ್ ವಸಾಹತು ಪಾಂಡಿಚೇರಿ ಭಾರತಕ್ಕೆ ಸೇರ್ಪಡೆಯಾಯಿತು. [27,932,203,955]
article-entry [213,422,366,472]
entry-heading: 75. 2023: ಆದಿತ್ಯ–ಎಲ್1 ಉಡಾವಣೆ (September 2): [732,571,918,595]
entry-heading: 38. 1987: [385,457,433,468]
entry-text: ಮೊದಲ ಲೋಕಸಭೆಯ ಅಧಿವೇಶನ ನಡೆಯಿತು. ಜಿ.ವಿ. ಮಾವಳಂಕರ್ ಮೊದಲ ಸ್ಪೀಕರ್ ಆದರು. [27,813,203,849]
article-entry [732,715,918,753]
entry-heading: 17. 1963: ಮೊದಲ ಭಾರತೀಯ ರಾಕೆಟ್ ಉಡಾವಣೆ (November 21): [213,228,366,251]
entry-text: ನರೇಂದ್ರ ಮೋದಿ ನೇತೃತ್ವದ ಎನ್‌ಡಿಎ ಸರ್ಕಾರ ಭಾರೀ ಬಹುಮತದಿಂದ ಮತ್ತೆ ಅಧಿಕಾರಕ್ಕೆ ಬಂತು. [732,427,918,463]
entry-text: ಜವಾಹರಲಾಲ್ ನೆಹರೂರವರ ನೇತೃತ್ವದಲ್ಲಿ ದೇಶದ ಆರ್ಥಿಕ ಅಭಿವೃದ್ಧಿಗಾಗಿ ಪಂಚವಾರ್ಷಿಕ ಯೋಜನೆಗಳು ಪ್ರಾರಂಭವಾದವು. [27,706,203,729]
entry-text: ರಾಜಸ್ಥಾನದ ಪೋಖರಣ್‌ನಲ್ಲಿ 'ಸ್ಮೈಲಿಂಗ್ ಬುದ್ಧ' ಪರೀಕ್ಷೆ ನಡೆಸಿ ಭಾರತ ಪರಮಾಣು ಶಕ್ತಿ ರಾಷ್ಟ್ರವಾಯಿತು. [213,722,366,759]
entry-text: ಇಂದಿರಾ ಗಾಂಧಿ ರಾಷ್ಟ್ರದಲ್ಲಿ ತುರ್ತು ಪರಿಸ್ಥಿತಿ ಘೋಷಿಸಿದರು. ಮೂಲಭೂತ ಹಕ್ಕುಗಳು ರದ್ದುಗೊಂಡವು, ವಿರೋಧ ಪಕ್ಷದ ನಾಯಕರನ್ನು ಬಂಧಿಸಲಾಯಿತು. [213,867,366,916]
entry-heading: 66. 2016: ಸರ್ಜಿಕಲ್ ಸ್ಟ್ರೈಕ್ (September 29): [740,138,918,149]
article-entry [377,945,560,995]
entry-heading: 15. 1961: ಗೋವಾ ವಿಮೋಚನೆ (December 19): [213,111,366,134]
entry-text: ಬಡವರಿಗೆ ಬ್ಯಾಂಕ್ ಖಾತೆಗಳನ್ನು ಒದಗಿಸುವ ಯೋಜನೆ ಆರಂಭವಾಯಿತು. ಕೋಟ್ಯಂತರ ಖಾತೆಗಳು ತೆರೆಯಲ್ಪಟ್ಟವು. [570,1046,722,1082]
headline-part-1: “ಏಕತೆಯ ತ್ರಿವರ್ಣ, ಸಾಧನೆಗಳ ಸುವರ್ಣ: [27,62,437,98]
entry-heading: 20. 1966: ಲಾಲ್ ಬಹದ್ದೂರ್ ಶಾಸ್ತ್ರಿ ನಿಧನ (January 11): [213,423,366,446]
entry-heading: 16. 1962: ಭಾರತ–ಚೀನಾ ಯುದ್ಧ (October–November): [213,163,366,186]
bottom-headline: ಬಿಜೆಪಿಯಿಂದ ಆಗಸ್ಟ್ 14 ವಿಭಜನಾ ವಿಭೀಷಿಕಾ ಸ್ಮೃತಿ ದಿವಸ [27,1319,521,1349]
masthead [0,0,945,52]
entry-heading: 7. 1951: ಮೊದಲ ಸಾರ್ವತ್ರಿಕ ಚುನಾವಣೆ: [35,733,178,744]
article-entry [213,1208,366,1258]
entry-heading: 73. 2020: ಕೋವಿಡ್–19 ಲಾಕ್ಡೌನ್ (March 25): [740,467,918,478]
entry-text: ಬಿಜೆಪಿ ಬಹುಮತದಿಂದ ಗೆದ್ದು ನರೇಂದ್ರ ಮೋದಿ ಭಾರತದ 14ನೇ ಪ್ರಧಾನಮಂತ್ರಿಯಾದರು. [570,994,722,1030]
article-entry [732,623,918,661]
entry-text: ಸಂಭವಿಸಿತು. [385,351,420,361]
entry-text: ಸೂರ್ಯನ ಅಧ್ಯಯನಕ್ಕಾಗಿ ಭಾರತದ ಮೊದಲ ಸೌರ ಮಿಷನ್ ಆದಿತ್ಯ–ಎಲ್1 ಅನ್ನು ಯಶಸ್ವಿಯಾಗಿ ಉಡಾವಣೆ ಮಾಡಲಾಯಿತು. [732,584,918,620]
